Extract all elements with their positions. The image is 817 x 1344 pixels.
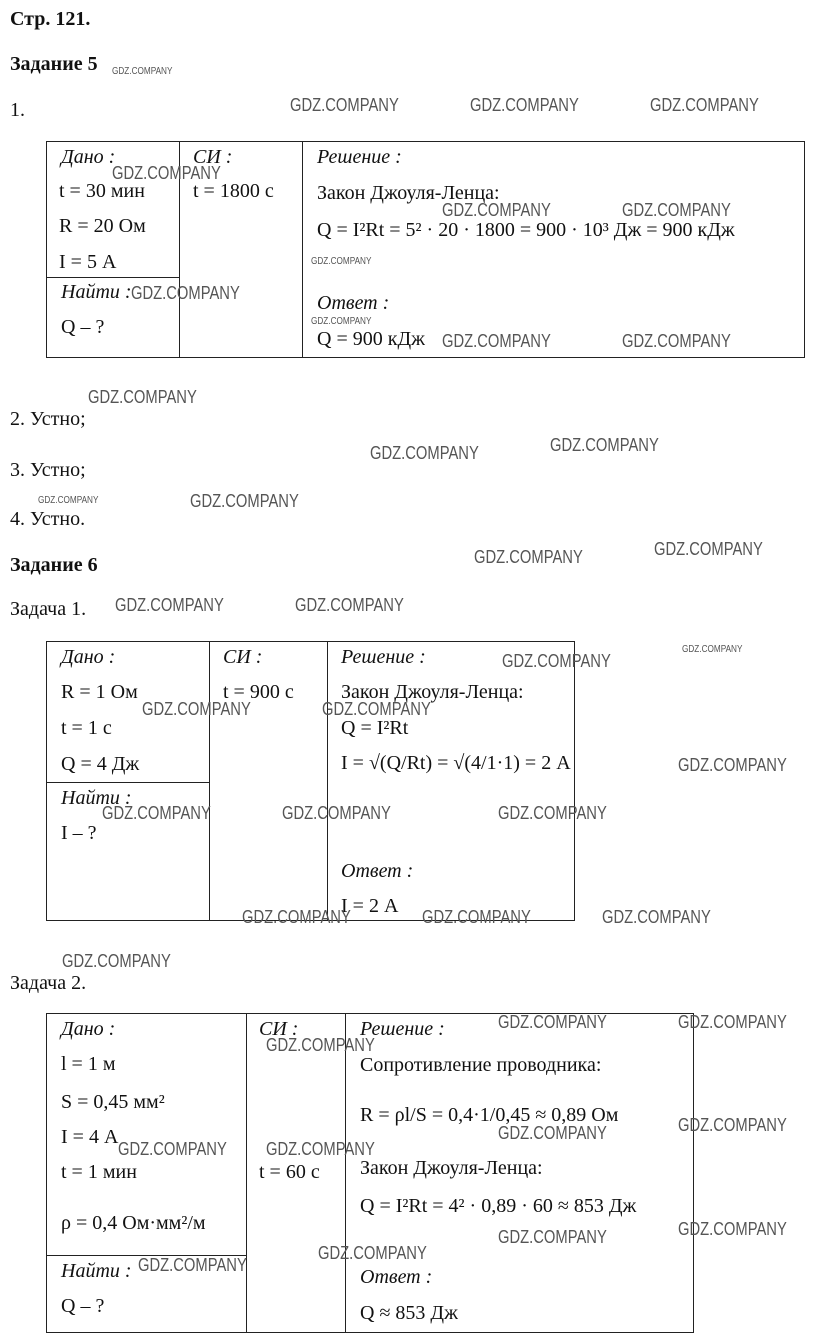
watermark: GDZ.COMPANY	[654, 539, 763, 559]
given-length: l = 1 м	[61, 1053, 116, 1075]
watermark: GDZ.COMPANY	[678, 1012, 787, 1032]
watermark: GDZ.COMPANY	[322, 699, 431, 719]
watermark: GDZ.COMPANY	[678, 755, 787, 775]
watermark: GDZ.COMPANY	[502, 651, 611, 671]
si-header: СИ :	[259, 1018, 299, 1040]
watermark: GDZ.COMPANY	[470, 95, 579, 115]
given-time: t = 1 с	[61, 717, 112, 739]
current-formula: I = √(Q/Rt) = √(4/1·1) = 2 А	[341, 752, 571, 774]
answer-value: I = 2 А	[341, 895, 399, 917]
watermark: GDZ.COMPANY	[311, 316, 372, 327]
watermark: GDZ.COMPANY	[422, 907, 531, 927]
watermark: GDZ.COMPANY	[498, 1123, 607, 1143]
problem1-solution-table	[46, 641, 575, 921]
watermark: GDZ.COMPANY	[622, 200, 731, 220]
watermark: GDZ.COMPANY	[678, 1115, 787, 1135]
problem1-title: Задача 1.	[10, 598, 87, 620]
solution-header: Решение :	[360, 1018, 445, 1040]
watermark: GDZ.COMPANY	[190, 491, 299, 511]
find-header: Найти :	[61, 787, 132, 809]
task5-item3: 3. Устно;	[10, 459, 86, 481]
answer-value: Q = 900 кДж	[317, 328, 425, 350]
joule-lenz-law-label: Закон Джоуля-Ленца:	[341, 681, 524, 703]
answer-header: Ответ :	[341, 860, 414, 882]
watermark: GDZ.COMPANY	[678, 1219, 787, 1239]
solution-header: Решение :	[341, 646, 426, 668]
find-unknown: Q – ?	[61, 316, 105, 338]
watermark: GDZ.COMPANY	[112, 163, 221, 183]
solution-header: Решение :	[317, 146, 402, 168]
joule-lenz-law-label: Закон Джоуля-Ленца:	[360, 1157, 543, 1179]
answer-header: Ответ :	[360, 1266, 433, 1288]
watermark: GDZ.COMPANY	[138, 1255, 247, 1275]
task5-title: Задание 5	[10, 53, 98, 75]
watermark: GDZ.COMPANY	[242, 907, 351, 927]
si-time: t = 900 с	[223, 681, 294, 703]
watermark: GDZ.COMPANY	[131, 283, 240, 303]
si-time: t = 1800 с	[193, 180, 274, 202]
given-heat: Q = 4 Дж	[61, 753, 140, 775]
watermark: GDZ.COMPANY	[112, 66, 173, 77]
si-header: СИ :	[223, 646, 263, 668]
watermark: GDZ.COMPANY	[474, 547, 583, 567]
watermark: GDZ.COMPANY	[682, 644, 743, 655]
watermark: GDZ.COMPANY	[318, 1243, 427, 1263]
watermark: GDZ.COMPANY	[118, 1139, 227, 1159]
task5-item4: 4. Устно.	[10, 508, 86, 530]
given-header: Дано :	[61, 646, 116, 668]
given-header: Дано :	[61, 1018, 116, 1040]
task6-title: Задание 6	[10, 554, 98, 576]
given-resistivity: ρ = 0,4 Ом·мм²/м	[61, 1212, 206, 1234]
watermark: GDZ.COMPANY	[550, 435, 659, 455]
find-header: Найти :	[61, 281, 132, 303]
given-header: Дано :	[61, 146, 116, 168]
watermark: GDZ.COMPANY	[295, 595, 404, 615]
page-header: Стр. 121.	[10, 8, 91, 30]
watermark: GDZ.COMPANY	[602, 907, 711, 927]
watermark: GDZ.COMPANY	[290, 95, 399, 115]
joule-heat-formula: Q = I²Rt	[341, 717, 409, 739]
watermark: GDZ.COMPANY	[115, 595, 224, 615]
problem2-solution-table	[46, 1013, 694, 1333]
given-resistance: R = 1 Ом	[61, 681, 138, 703]
find-unknown: I – ?	[61, 822, 97, 844]
joule-heat-formula: Q = I²Rt = 5² · 20 · 1800 = 900 · 10³ Дж = 900 кДж	[317, 219, 735, 241]
task5-item1-number: 1.	[10, 99, 25, 121]
watermark: GDZ.COMPANY	[442, 331, 551, 351]
watermark: GDZ.COMPANY	[311, 256, 372, 267]
joule-lenz-law-label: Закон Джоуля-Ленца:	[317, 182, 500, 204]
resistance-formula: R = ρl/S = 0,4·1/0,45 ≈ 0,89 Ом	[360, 1104, 619, 1126]
watermark: GDZ.COMPANY	[266, 1139, 375, 1159]
given-current: I = 4 А	[61, 1126, 119, 1148]
problem2-title: Задача 2.	[10, 972, 87, 994]
watermark: GDZ.COMPANY	[142, 699, 251, 719]
task5-item2: 2. Устно;	[10, 408, 86, 430]
watermark: GDZ.COMPANY	[88, 387, 197, 407]
watermark: GDZ.COMPANY	[622, 331, 731, 351]
answer-header: Ответ :	[317, 292, 390, 314]
given-current: I = 5 А	[59, 251, 117, 273]
watermark: GDZ.COMPANY	[62, 951, 171, 971]
given-time: t = 1 мин	[61, 1161, 137, 1183]
given-resistance: R = 20 Ом	[59, 215, 146, 237]
watermark: GDZ.COMPANY	[498, 1012, 607, 1032]
resistance-label: Сопротивление проводника:	[360, 1054, 602, 1076]
watermark: GDZ.COMPANY	[370, 443, 479, 463]
joule-heat-formula: Q = I²Rt = 4² · 0,89 · 60 ≈ 853 Дж	[360, 1195, 637, 1217]
watermark: GDZ.COMPANY	[102, 803, 211, 823]
find-unknown: Q – ?	[61, 1295, 105, 1317]
find-header: Найти :	[61, 1260, 132, 1282]
si-header: СИ :	[193, 146, 233, 168]
watermark: GDZ.COMPANY	[266, 1035, 375, 1055]
answer-value: Q ≈ 853 Дж	[360, 1302, 458, 1324]
watermark: GDZ.COMPANY	[442, 200, 551, 220]
given-area: S = 0,45 мм²	[61, 1091, 165, 1113]
watermark: GDZ.COMPANY	[38, 495, 99, 506]
si-time: t = 60 с	[259, 1161, 320, 1183]
watermark: GDZ.COMPANY	[498, 803, 607, 823]
watermark: GDZ.COMPANY	[498, 1227, 607, 1247]
watermark: GDZ.COMPANY	[282, 803, 391, 823]
given-time: t = 30 мин	[59, 180, 145, 202]
watermark: GDZ.COMPANY	[650, 95, 759, 115]
